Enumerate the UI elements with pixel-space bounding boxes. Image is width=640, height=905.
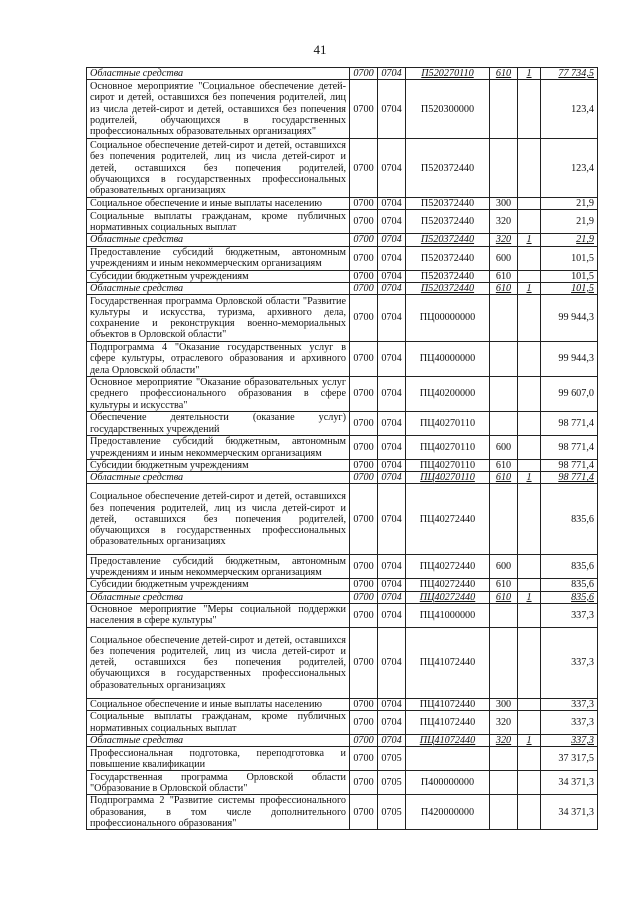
row-name-cell: Государственная программа Орловской области "Развитие культуры и искусства, туризма, архивного дела, сохранение и реконструкция военно-мемориальных объектов в Орловской области" [87, 295, 350, 342]
table-row [87, 603, 598, 627]
target-article-cell: П520372440 [406, 270, 490, 282]
subsection-code-cell: 0704 [378, 270, 406, 282]
row-name-cell: Социальное обеспечение детей-сирот и детей, оставшихся без попечения родителей, лиц из числа детей-сирот и детей, оставшихся без попечения родителей, обучающихся в государственных профессиональных образовательных организациях [87, 139, 350, 198]
table-row [87, 627, 598, 698]
expense-type-cell [490, 342, 518, 377]
amount-cell: 101,5 [541, 246, 598, 270]
funding-code-cell [518, 771, 541, 795]
expense-type-cell [490, 603, 518, 627]
amount-cell: 337,3 [541, 627, 598, 698]
subsection-code-cell: 0704 [378, 555, 406, 579]
subsection-code-cell: 0704 [378, 436, 406, 460]
funding-code-cell [518, 270, 541, 282]
table-row [87, 698, 598, 710]
budget-table-body [87, 68, 598, 830]
funding-code-cell [518, 484, 541, 555]
amount-cell: 337,3 [541, 698, 598, 710]
table-row [87, 436, 598, 460]
section-code-cell: 0700 [350, 591, 378, 603]
subsection-code-cell: 0705 [378, 795, 406, 830]
row-name-cell: Предоставление субсидий бюджетным, автономным учреждениям и иным некоммерческим организациям [87, 246, 350, 270]
expense-type-cell [490, 795, 518, 830]
amount-cell: 337,3 [541, 735, 598, 747]
target-article-cell: ПЦ41072440 [406, 711, 490, 735]
target-article-cell: П520372440 [406, 139, 490, 198]
subsection-code-cell: 0704 [378, 246, 406, 270]
amount-cell: 77 734,5 [541, 68, 598, 80]
amount-cell: 21,9 [541, 198, 598, 210]
target-article-cell: ПЦ40270110 [406, 436, 490, 460]
expense-type-cell: 610 [490, 68, 518, 80]
funding-code-cell [518, 555, 541, 579]
section-code-cell: 0700 [350, 747, 378, 771]
subsection-code-cell: 0705 [378, 771, 406, 795]
amount-cell: 99 607,0 [541, 377, 598, 412]
target-article-cell: ПЦ40200000 [406, 377, 490, 412]
row-name-cell: Предоставление субсидий бюджетным, автономным учреждениям и иным некоммерческим организациям [87, 436, 350, 460]
amount-cell: 337,3 [541, 603, 598, 627]
subsection-code-cell: 0704 [378, 711, 406, 735]
target-article-cell: П520372440 [406, 282, 490, 294]
expense-type-cell: 320 [490, 735, 518, 747]
table-row-regional-funds [87, 68, 598, 80]
target-article-cell: П520300000 [406, 80, 490, 139]
table-row [87, 139, 598, 198]
section-code-cell: 0700 [350, 711, 378, 735]
row-name-cell: Областные средства [87, 68, 350, 80]
row-name-cell: Областные средства [87, 282, 350, 294]
subsection-code-cell: 0704 [378, 735, 406, 747]
row-name-cell: Социальные выплаты гражданам, кроме публичных нормативных социальных выплат [87, 711, 350, 735]
target-article-cell [406, 747, 490, 771]
funding-code-cell [518, 795, 541, 830]
expense-type-cell: 610 [490, 591, 518, 603]
section-code-cell: 0700 [350, 295, 378, 342]
amount-cell: 101,5 [541, 282, 598, 294]
expense-type-cell [490, 139, 518, 198]
subsection-code-cell: 0704 [378, 412, 406, 436]
subsection-code-cell: 0704 [378, 591, 406, 603]
subsection-code-cell: 0704 [378, 282, 406, 294]
row-name-cell: Подпрограмма 4 "Оказание государственных услуг в сфере культуры, отраслевого образования и архивного дела Орловской области" [87, 342, 350, 377]
table-row [87, 555, 598, 579]
funding-code-cell [518, 246, 541, 270]
row-name-cell: Областные средства [87, 735, 350, 747]
amount-cell: 835,6 [541, 591, 598, 603]
expense-type-cell: 600 [490, 555, 518, 579]
subsection-code-cell: 0704 [378, 198, 406, 210]
amount-cell: 101,5 [541, 270, 598, 282]
amount-cell: 98 771,4 [541, 460, 598, 472]
subsection-code-cell: 0704 [378, 484, 406, 555]
amount-cell: 99 944,3 [541, 295, 598, 342]
table-row [87, 210, 598, 234]
funding-code-cell [518, 627, 541, 698]
funding-code-cell [518, 436, 541, 460]
table-row-regional-funds [87, 591, 598, 603]
row-name-cell: Профессиональная подготовка, переподготовка и повышение квалификации [87, 747, 350, 771]
target-article-cell: П520372440 [406, 198, 490, 210]
section-code-cell: 0700 [350, 579, 378, 591]
expense-type-cell: 320 [490, 711, 518, 735]
funding-code-cell [518, 603, 541, 627]
budget-table [86, 67, 598, 830]
row-name-cell: Подпрограмма 2 "Развитие системы профессионального образования, в том числе дополнительного профессионального образования" [87, 795, 350, 830]
section-code-cell: 0700 [350, 377, 378, 412]
table-row-regional-funds [87, 234, 598, 246]
funding-code-cell [518, 295, 541, 342]
row-name-cell: Субсидии бюджетным учреждениям [87, 579, 350, 591]
amount-cell: 835,6 [541, 579, 598, 591]
target-article-cell: ПЦ40270110 [406, 472, 490, 484]
expense-type-cell: 300 [490, 698, 518, 710]
target-article-cell: ПЦ40272440 [406, 579, 490, 591]
amount-cell: 21,9 [541, 210, 598, 234]
target-article-cell: ПЦ40272440 [406, 555, 490, 579]
target-article-cell: ПЦ40000000 [406, 342, 490, 377]
subsection-code-cell: 0704 [378, 472, 406, 484]
amount-cell: 98 771,4 [541, 412, 598, 436]
section-code-cell: 0700 [350, 342, 378, 377]
subsection-code-cell: 0704 [378, 377, 406, 412]
row-name-cell: Областные средства [87, 591, 350, 603]
amount-cell: 99 944,3 [541, 342, 598, 377]
expense-type-cell [490, 484, 518, 555]
target-article-cell: П520372440 [406, 246, 490, 270]
subsection-code-cell: 0704 [378, 139, 406, 198]
table-row-regional-funds [87, 472, 598, 484]
row-name-cell: Социальное обеспечение детей-сирот и детей, оставшихся без попечения родителей, лиц из числа детей-сирот и детей, оставшихся без попечения родителей, обучающихся в государственных профессиональных образовательных организациях [87, 627, 350, 698]
funding-code-cell: 1 [518, 472, 541, 484]
target-article-cell: ПЦ40270110 [406, 412, 490, 436]
row-name-cell: Социальное обеспечение и иные выплаты населению [87, 198, 350, 210]
target-article-cell: П520372440 [406, 210, 490, 234]
section-code-cell: 0700 [350, 735, 378, 747]
expense-type-cell: 610 [490, 472, 518, 484]
funding-code-cell [518, 579, 541, 591]
funding-code-cell: 1 [518, 68, 541, 80]
row-name-cell: Основное мероприятие "Меры социальной поддержки населения в сфере культуры" [87, 603, 350, 627]
target-article-cell: П420000000 [406, 795, 490, 830]
funding-code-cell: 1 [518, 282, 541, 294]
section-code-cell: 0700 [350, 771, 378, 795]
amount-cell: 835,6 [541, 484, 598, 555]
subsection-code-cell: 0704 [378, 627, 406, 698]
table-row [87, 270, 598, 282]
expense-type-cell: 610 [490, 282, 518, 294]
expense-type-cell: 610 [490, 579, 518, 591]
table-row [87, 795, 598, 830]
subsection-code-cell: 0704 [378, 460, 406, 472]
section-code-cell: 0700 [350, 627, 378, 698]
section-code-cell: 0700 [350, 555, 378, 579]
subsection-code-cell: 0704 [378, 342, 406, 377]
row-name-cell: Обеспечение деятельности (оказание услуг) государственных учреждений [87, 412, 350, 436]
section-code-cell: 0700 [350, 460, 378, 472]
funding-code-cell: 1 [518, 735, 541, 747]
funding-code-cell: 1 [518, 234, 541, 246]
expense-type-cell [490, 627, 518, 698]
target-article-cell: ПЦ40270110 [406, 460, 490, 472]
expense-type-cell [490, 771, 518, 795]
table-row [87, 579, 598, 591]
expense-type-cell: 600 [490, 246, 518, 270]
subsection-code-cell: 0704 [378, 295, 406, 342]
row-name-cell: Основное мероприятие "Социальное обеспечение детей-сирот и детей, оставшихся без попечения родителей, лиц из числа детей-сирот и детей, оставшихся без попечения родителей, обучающихся в государственных профессиональных образовательных организациях" [87, 80, 350, 139]
funding-code-cell [518, 412, 541, 436]
row-name-cell: Субсидии бюджетным учреждениям [87, 270, 350, 282]
section-code-cell: 0700 [350, 80, 378, 139]
funding-code-cell [518, 377, 541, 412]
funding-code-cell [518, 460, 541, 472]
amount-cell: 34 371,3 [541, 771, 598, 795]
row-name-cell: Социальное обеспечение и иные выплаты населению [87, 698, 350, 710]
target-article-cell: ПЦ40272440 [406, 591, 490, 603]
amount-cell: 34 371,3 [541, 795, 598, 830]
amount-cell: 123,4 [541, 80, 598, 139]
subsection-code-cell: 0704 [378, 80, 406, 139]
funding-code-cell [518, 210, 541, 234]
amount-cell: 21,9 [541, 234, 598, 246]
table-row [87, 460, 598, 472]
row-name-cell: Предоставление субсидий бюджетным, автономным учреждениям и иным некоммерческим организациям [87, 555, 350, 579]
expense-type-cell: 600 [490, 436, 518, 460]
section-code-cell: 0700 [350, 472, 378, 484]
table-row [87, 246, 598, 270]
funding-code-cell [518, 747, 541, 771]
table-row [87, 80, 598, 139]
row-name-cell: Основное мероприятие "Оказание образовательных услуг среднего профессионального образования в сфере культуры и искусства" [87, 377, 350, 412]
table-row [87, 295, 598, 342]
row-name-cell: Социальное обеспечение детей-сирот и детей, оставшихся без попечения родителей, лиц из числа детей-сирот и детей, оставшихся без попечения родителей, обучающихся в государственных профессиональных образовательных организациях [87, 484, 350, 555]
table-row-regional-funds [87, 735, 598, 747]
target-article-cell: П400000000 [406, 771, 490, 795]
section-code-cell: 0700 [350, 412, 378, 436]
section-code-cell: 0700 [350, 603, 378, 627]
expense-type-cell: 320 [490, 210, 518, 234]
subsection-code-cell: 0704 [378, 234, 406, 246]
funding-code-cell: 1 [518, 591, 541, 603]
expense-type-cell [490, 295, 518, 342]
amount-cell: 123,4 [541, 139, 598, 198]
target-article-cell: ПЦ41072440 [406, 698, 490, 710]
target-article-cell: П520372440 [406, 234, 490, 246]
row-name-cell: Субсидии бюджетным учреждениям [87, 460, 350, 472]
table-row [87, 771, 598, 795]
subsection-code-cell: 0704 [378, 210, 406, 234]
target-article-cell: ПЦ41072440 [406, 735, 490, 747]
subsection-code-cell: 0704 [378, 698, 406, 710]
section-code-cell: 0700 [350, 246, 378, 270]
expense-type-cell [490, 80, 518, 139]
table-row [87, 377, 598, 412]
expense-type-cell [490, 377, 518, 412]
amount-cell: 337,3 [541, 711, 598, 735]
expense-type-cell: 610 [490, 270, 518, 282]
target-article-cell: ПЦ41000000 [406, 603, 490, 627]
section-code-cell: 0700 [350, 139, 378, 198]
target-article-cell: П520270110 [406, 68, 490, 80]
section-code-cell: 0700 [350, 68, 378, 80]
subsection-code-cell: 0704 [378, 603, 406, 627]
expense-type-cell: 610 [490, 460, 518, 472]
section-code-cell: 0700 [350, 270, 378, 282]
expense-type-cell [490, 412, 518, 436]
table-row-regional-funds [87, 282, 598, 294]
row-name-cell: Областные средства [87, 472, 350, 484]
funding-code-cell [518, 198, 541, 210]
funding-code-cell [518, 711, 541, 735]
section-code-cell: 0700 [350, 795, 378, 830]
section-code-cell: 0700 [350, 484, 378, 555]
section-code-cell: 0700 [350, 210, 378, 234]
section-code-cell: 0700 [350, 698, 378, 710]
funding-code-cell [518, 342, 541, 377]
expense-type-cell [490, 747, 518, 771]
row-name-cell: Государственная программа Орловской области "Образование в Орловской области" [87, 771, 350, 795]
amount-cell: 98 771,4 [541, 472, 598, 484]
expense-type-cell: 300 [490, 198, 518, 210]
target-article-cell: ПЦ41072440 [406, 627, 490, 698]
table-row [87, 412, 598, 436]
subsection-code-cell: 0704 [378, 579, 406, 591]
target-article-cell: ПЦ00000000 [406, 295, 490, 342]
subsection-code-cell: 0704 [378, 68, 406, 80]
amount-cell: 835,6 [541, 555, 598, 579]
table-row [87, 198, 598, 210]
table-row [87, 342, 598, 377]
funding-code-cell [518, 80, 541, 139]
funding-code-cell [518, 139, 541, 198]
section-code-cell: 0700 [350, 198, 378, 210]
amount-cell: 37 317,5 [541, 747, 598, 771]
expense-type-cell: 320 [490, 234, 518, 246]
section-code-cell: 0700 [350, 282, 378, 294]
row-name-cell: Социальные выплаты гражданам, кроме публичных нормативных социальных выплат [87, 210, 350, 234]
row-name-cell: Областные средства [87, 234, 350, 246]
target-article-cell: ПЦ40272440 [406, 484, 490, 555]
table-row [87, 711, 598, 735]
page-number: 41 [313, 42, 327, 57]
table-row [87, 484, 598, 555]
amount-cell: 98 771,4 [541, 436, 598, 460]
table-row [87, 747, 598, 771]
section-code-cell: 0700 [350, 436, 378, 460]
subsection-code-cell: 0705 [378, 747, 406, 771]
funding-code-cell [518, 698, 541, 710]
section-code-cell: 0700 [350, 234, 378, 246]
